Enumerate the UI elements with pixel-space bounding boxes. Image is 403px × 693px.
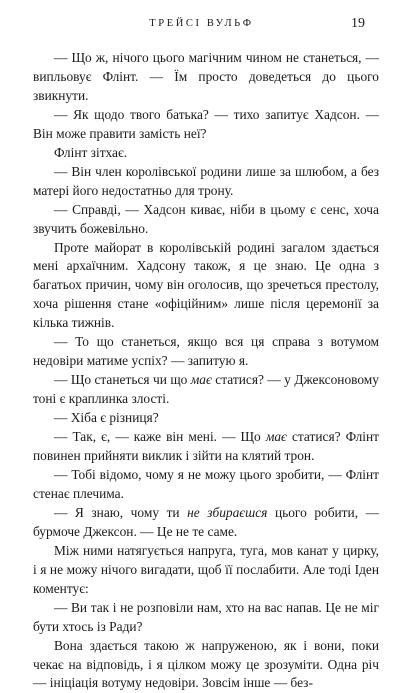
text-run: — То що станеться, якщо вся ця справа з вотумом недовіри матиме успіх? — запитую я. [33, 334, 379, 369]
paragraph [33, 504, 379, 542]
page-number: 19 [351, 16, 365, 31]
text-run: — Хіба є різниця? [54, 410, 159, 426]
text-run: — Я знаю, чому ти [54, 504, 188, 520]
paragraph [33, 409, 379, 428]
paragraph [33, 542, 379, 599]
text-run: цього робити, — бурмоче Джексон. — Це не те саме. [33, 504, 379, 539]
running-title: ТРЕЙСІ ВУЛЬФ [149, 18, 254, 29]
text-run: — Справді, — Хадсон киває, ніби в цьому є сенс, хоча звучить божевільно. [33, 201, 379, 236]
paragraph [33, 428, 379, 466]
text-run: Флінт зітхає. [54, 144, 128, 160]
running-header [0, 18, 403, 38]
paragraph [33, 144, 379, 163]
paragraph [33, 201, 379, 239]
paragraph [33, 49, 379, 106]
paragraph [33, 637, 379, 693]
paragraph [33, 599, 379, 637]
paragraph [33, 466, 379, 504]
text-run: Між ними натягується напруга, туга, мов канат у цирку, і я не можу нічого вигадати, щоб її послабити. Але тоді Іден коментує: [33, 542, 379, 596]
text-run: Проте майорат в королівській родині загалом здається мені архаїчним. Хадсону також, я це знаю. Це одна з багатьох причин, чому він оголосив, що зречеться престолу, хоча рішення стане «офіційним» лише після церемонії за кілька тижнів. [33, 239, 379, 331]
italic-text: має [265, 429, 287, 445]
text-run: — Він член королівської родини лише за шлюбом, а без матері його недостатньо для трону. [33, 163, 379, 198]
text-run: — Що ж, нічого цього магічним чином не станеться, — випльовує Флінт. — Їм просто доведеться до цього звикнути. [33, 50, 379, 103]
page-body [33, 49, 379, 693]
paragraph [33, 106, 379, 144]
paragraph [33, 163, 379, 201]
paragraph [33, 239, 379, 334]
text-run: — Як щодо твого батька? — тихо запитує Хадсон. — Він може правити замість неї? [33, 106, 379, 141]
text-run: статися? Флінт повинен прийняти виклик і зійти на клятий трон. [33, 429, 379, 464]
text-run: статися? — у Джексоновому тоні є краплинка злості. [33, 372, 379, 407]
paragraph [33, 371, 379, 409]
text-run: — Що станеться чи що [54, 372, 191, 388]
text-run: — Тобі відомо, чому я не можу цього зробити, — Флінт стенає плечима. [33, 466, 379, 501]
italic-text: не збираєшся [187, 504, 268, 520]
paragraph [33, 333, 379, 371]
italic-text: має [190, 372, 212, 388]
text-run: — Так, є, — каже він мені. — Що [54, 429, 266, 445]
text-run: Вона здається такою ж напруженою, як і вони, поки чекає на відповідь, і я цілком можу це зрозуміти. Одна річ — ініціація вотуму недовіри. Зовсім інше — без- [33, 637, 379, 691]
text-run: — Ви так і не розповіли нам, хто на вас напав. Це не міг бути хтось із Ради? [33, 599, 379, 634]
